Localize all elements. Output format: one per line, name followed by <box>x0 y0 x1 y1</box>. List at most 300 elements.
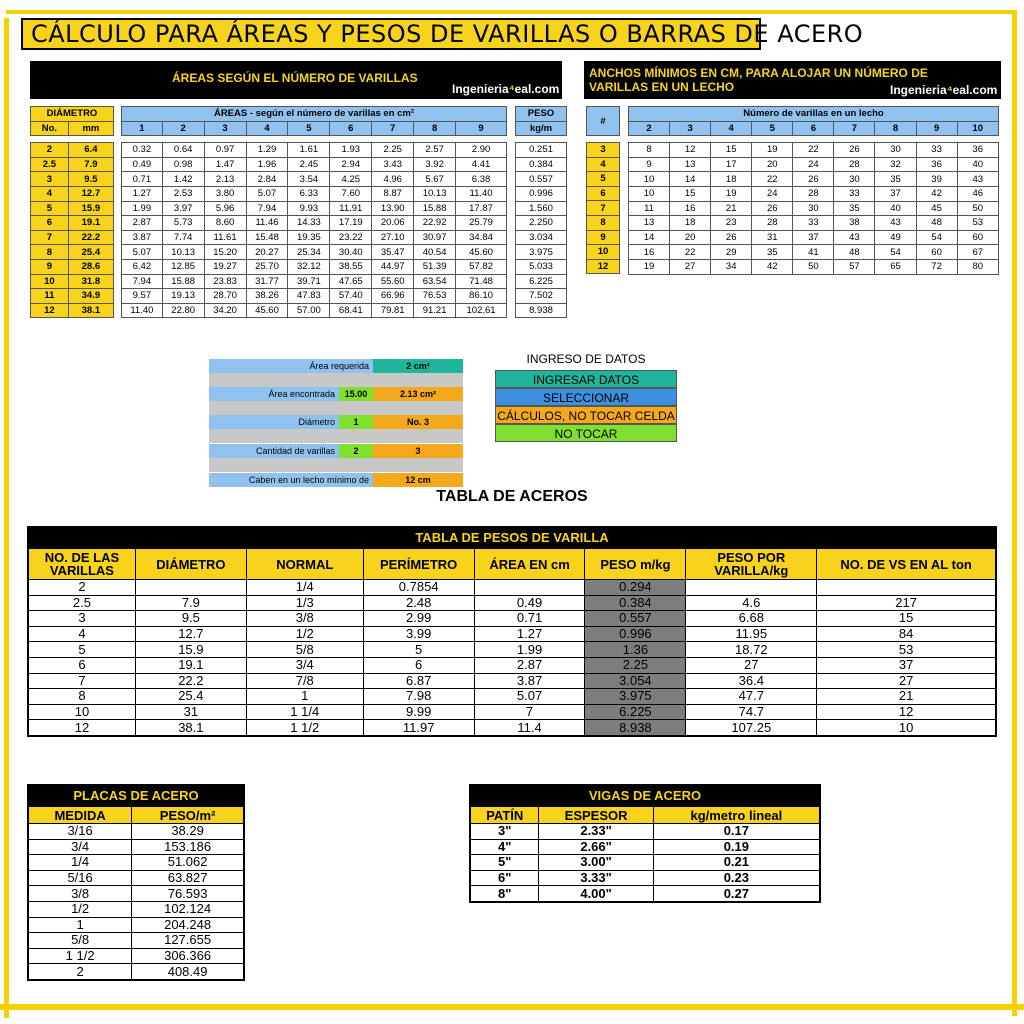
area-cell: 34.20 <box>204 303 246 318</box>
peso-row <box>516 274 567 289</box>
peso-row <box>516 172 567 187</box>
area-cell: 5.67 <box>414 172 456 187</box>
pesos-cell: 6 <box>363 657 474 673</box>
vigas-cell: 3" <box>470 824 539 840</box>
anchos-cell: 31 <box>752 230 793 245</box>
pesos-cell: 22.2 <box>135 673 246 689</box>
pesos-cell: 3/4 <box>246 657 363 673</box>
area-requerida-label: Área requerida <box>209 359 373 373</box>
anchos-cell: 17 <box>711 157 752 172</box>
pesos-col-header: NO. DE VS EN AL ton <box>817 549 996 580</box>
area-cell: 22.92 <box>414 216 456 231</box>
areas-col-header: 5 <box>288 121 330 136</box>
anchos-cell: 22 <box>793 143 834 158</box>
area-cell: 35.47 <box>372 245 414 260</box>
anchos-no-row <box>587 259 620 274</box>
area-cell: 31.77 <box>246 274 288 289</box>
pesos-cell: 12 <box>28 720 135 736</box>
kgm-header: kg/m <box>516 121 567 136</box>
area-cell: 45.60 <box>246 303 288 318</box>
area-cell: 28.70 <box>204 289 246 304</box>
area-cell: 68.41 <box>330 303 372 318</box>
areas-row <box>122 274 507 289</box>
pesos-cell: 36.4 <box>686 673 817 689</box>
pesos-cell: 21 <box>817 689 996 705</box>
peso-row <box>516 289 567 304</box>
area-cell: 7.74 <box>162 230 204 245</box>
areas-row <box>122 172 507 187</box>
anchos-cell: 35 <box>752 245 793 260</box>
pesos-row <box>28 642 996 658</box>
pesos-cell: 5 <box>28 642 135 658</box>
pesos-cell: 3 <box>28 611 135 627</box>
bar-number: 3 <box>31 172 69 187</box>
peso-cell: 1.560 <box>516 201 567 216</box>
vigas-cell: 2.66" <box>539 839 653 855</box>
area-cell: 15.20 <box>204 245 246 260</box>
anchos-bar-number: 6 <box>587 186 620 201</box>
pesos-cell <box>135 580 246 596</box>
pesos-cell: 15.9 <box>135 642 246 658</box>
frame-bottom-border <box>0 1004 1024 1010</box>
anchos-row <box>629 172 999 187</box>
area-cell: 8.87 <box>372 186 414 201</box>
anchos-cell: 9 <box>629 157 670 172</box>
pesos-col-header: NORMAL <box>246 549 363 580</box>
vigas-col-header: kg/metro lineal <box>653 807 820 824</box>
placas-cell: 38.29 <box>132 824 244 840</box>
bar-mm: 22.2 <box>68 230 113 245</box>
pesos-cell: 217 <box>817 595 996 611</box>
peso-table <box>515 106 567 318</box>
area-cell: 3.54 <box>288 172 330 187</box>
peso-cell: 5.033 <box>516 259 567 274</box>
anchos-cell: 40 <box>875 201 916 216</box>
anchos-banner <box>584 61 1001 99</box>
pesos-row <box>28 595 996 611</box>
diametro-a: 1 <box>339 415 373 429</box>
pesos-cell: 7 <box>28 673 135 689</box>
diametro-row <box>31 201 114 216</box>
vigas-cell: 0.23 <box>653 870 820 886</box>
area-cell: 11.46 <box>246 216 288 231</box>
anchos-cell: 43 <box>875 216 916 231</box>
area-cell: 5.73 <box>162 216 204 231</box>
placas-table <box>27 784 245 981</box>
pesos-cell: 7.98 <box>363 689 474 705</box>
area-cell: 0.71 <box>122 172 163 187</box>
pesos-cell: 10 <box>817 720 996 736</box>
anchos-row <box>629 186 999 201</box>
pesos-cell: 0.294 <box>585 580 686 596</box>
area-cell: 11.61 <box>204 230 246 245</box>
bar-number: 5 <box>31 201 69 216</box>
vigas-row <box>470 824 820 840</box>
calculator-panel <box>209 359 463 489</box>
area-cell: 23.83 <box>204 274 246 289</box>
area-cell: 63.54 <box>414 274 456 289</box>
spacer <box>31 136 114 143</box>
anchos-cell: 65 <box>875 259 916 274</box>
anchos-bar-number: 3 <box>587 143 620 158</box>
area-cell: 17.19 <box>330 216 372 231</box>
placas-row <box>28 855 244 871</box>
vigas-cell: 0.19 <box>653 839 820 855</box>
placas-cell: 3/16 <box>28 824 132 840</box>
pesos-cell: 4.6 <box>686 595 817 611</box>
peso-cell: 8.938 <box>516 303 567 318</box>
bar-mm: 28.6 <box>68 259 113 274</box>
pesos-cell: 2.5 <box>28 595 135 611</box>
area-cell: 0.98 <box>162 157 204 172</box>
pesos-cell: 0.7854 <box>363 580 474 596</box>
area-cell: 6.38 <box>456 172 507 187</box>
anchos-row <box>629 201 999 216</box>
area-cell: 15.48 <box>246 230 288 245</box>
anchos-no-row <box>587 230 620 245</box>
areas-col-header: 3 <box>204 121 246 136</box>
diametro-label: Diámetro <box>209 415 339 429</box>
tabla-aceros-title: TABLA DE ACEROS <box>436 488 588 505</box>
diametro-row <box>31 216 114 231</box>
pesos-row <box>28 720 996 736</box>
anchos-cell: 35 <box>875 172 916 187</box>
bar-number: 7 <box>31 230 69 245</box>
pesos-cell: 3/8 <box>246 611 363 627</box>
area-cell: 6.33 <box>288 186 330 201</box>
anchos-cell: 19 <box>752 143 793 158</box>
anchos-no-row <box>587 172 620 187</box>
peso-cell: 0.557 <box>516 172 567 187</box>
area-cell: 3.97 <box>162 201 204 216</box>
area-cell: 8.60 <box>204 216 246 231</box>
pesos-row <box>28 704 996 720</box>
pesos-cell: 107.25 <box>686 720 817 736</box>
pesos-cell: 12.7 <box>135 626 246 642</box>
peso-cell: 7.502 <box>516 289 567 304</box>
placas-cell: 3/4 <box>28 839 132 855</box>
area-cell: 0.49 <box>122 157 163 172</box>
anchos-cell: 29 <box>711 245 752 260</box>
area-cell: 1.27 <box>122 186 163 201</box>
placas-row <box>28 839 244 855</box>
area-cell: 25.79 <box>456 216 507 231</box>
placas-cell: 1/2 <box>28 901 132 917</box>
anchos-cell: 57 <box>834 259 875 274</box>
placas-cell: 76.593 <box>132 886 244 902</box>
calc-separator <box>209 401 463 415</box>
brand-logo: Ingenieria⁴eal.com <box>452 82 560 96</box>
areas-col-header: 8 <box>414 121 456 136</box>
pesos-cell <box>474 580 585 596</box>
area-cell: 0.97 <box>204 143 246 158</box>
peso-cell: 0.996 <box>516 186 567 201</box>
placas-cell: 3/8 <box>28 886 132 902</box>
spacer <box>516 136 567 143</box>
vigas-table <box>469 784 821 903</box>
areas-col-header: 9 <box>456 121 507 136</box>
pesos-cell: 2.99 <box>363 611 474 627</box>
vigas-col-header: PATÍN <box>470 807 539 824</box>
anchos-cell: 42 <box>916 186 957 201</box>
pesos-cell: 15 <box>817 611 996 627</box>
anchos-row <box>629 143 999 158</box>
diametro-row <box>31 259 114 274</box>
pesos-cell <box>686 580 817 596</box>
diametro-row <box>31 289 114 304</box>
area-cell: 57.00 <box>288 303 330 318</box>
pesos-cell: 1.36 <box>585 642 686 658</box>
areas-row <box>122 143 507 158</box>
area-cell: 7.94 <box>246 201 288 216</box>
anchos-bar-number: 5 <box>587 172 620 187</box>
area-cell: 11.91 <box>330 201 372 216</box>
pesos-cell: 53 <box>817 642 996 658</box>
anchos-cell: 15 <box>670 186 711 201</box>
anchos-no-row <box>587 201 620 216</box>
anchos-cell: 16 <box>629 245 670 260</box>
peso-row <box>516 186 567 201</box>
peso-cell: 0.384 <box>516 157 567 172</box>
pesos-cell: 31 <box>135 704 246 720</box>
area-cell: 3.43 <box>372 157 414 172</box>
frame-left-border <box>4 18 9 1018</box>
pesos-row <box>28 626 996 642</box>
pesos-cell: 84 <box>817 626 996 642</box>
diametro-row <box>31 230 114 245</box>
anchos-cell: 42 <box>752 259 793 274</box>
pesos-cell: 0.71 <box>474 611 585 627</box>
pesos-cell: 10 <box>28 704 135 720</box>
vigas-cell: 4.00" <box>539 886 653 902</box>
bar-number: 11 <box>31 289 69 304</box>
area-cell: 23.22 <box>330 230 372 245</box>
area-cell: 2.53 <box>162 186 204 201</box>
anchos-col-header: 4 <box>711 121 752 136</box>
area-cell: 76.53 <box>414 289 456 304</box>
anchos-cell: 43 <box>834 230 875 245</box>
anchos-cell: 60 <box>916 245 957 260</box>
bar-mm: 25.4 <box>68 245 113 260</box>
areas-row <box>122 259 507 274</box>
area-cell: 5.96 <box>204 201 246 216</box>
area-cell: 4.96 <box>372 172 414 187</box>
area-cell: 34.84 <box>456 230 507 245</box>
diametro-row <box>31 186 114 201</box>
mm-header: mm <box>68 121 113 136</box>
area-cell: 15.88 <box>414 201 456 216</box>
peso-row <box>516 259 567 274</box>
anchos-banner-line2: VARILLAS EN UN LECHO <box>589 80 735 94</box>
legend-no-tocar: NO TOCAR <box>495 424 677 442</box>
pesos-cell: 1 1/4 <box>246 704 363 720</box>
anchos-cell: 8 <box>629 143 670 158</box>
anchos-cell: 23 <box>711 216 752 231</box>
vigas-cell: 6" <box>470 870 539 886</box>
placas-cell: 1 <box>28 917 132 933</box>
area-cell: 5.07 <box>246 186 288 201</box>
area-encontrada-b: 2.13 cm² <box>373 387 463 401</box>
pesos-cell: 2.87 <box>474 657 585 673</box>
spacer <box>629 136 999 143</box>
area-cell: 102.61 <box>456 303 507 318</box>
anchos-cell: 11 <box>629 201 670 216</box>
area-cell: 55.60 <box>372 274 414 289</box>
anchos-bar-number: 12 <box>587 259 620 274</box>
anchos-col-header: 5 <box>752 121 793 136</box>
area-cell: 15.88 <box>162 274 204 289</box>
vigas-row <box>470 855 820 871</box>
pesos-cell: 6.87 <box>363 673 474 689</box>
placas-cell: 153.186 <box>132 839 244 855</box>
vigas-cell: 4" <box>470 839 539 855</box>
pesos-cell: 5.07 <box>474 689 585 705</box>
pesos-cell: 8.938 <box>585 720 686 736</box>
area-cell: 19.35 <box>288 230 330 245</box>
anchos-cell: 48 <box>916 216 957 231</box>
anchos-cell: 50 <box>793 259 834 274</box>
anchos-col-header: 9 <box>916 121 957 136</box>
placas-cell: 127.655 <box>132 933 244 949</box>
area-cell: 38.55 <box>330 259 372 274</box>
bar-number: 10 <box>31 274 69 289</box>
vigas-row <box>470 886 820 902</box>
vigas-cell: 8" <box>470 886 539 902</box>
pesos-cell: 11.95 <box>686 626 817 642</box>
peso-row <box>516 157 567 172</box>
anchos-cell: 43 <box>957 172 998 187</box>
pesos-cell: 4 <box>28 626 135 642</box>
area-cell: 7.60 <box>330 186 372 201</box>
anchos-cell: 49 <box>875 230 916 245</box>
area-cell: 1.47 <box>204 157 246 172</box>
anchos-cell: 53 <box>957 216 998 231</box>
anchos-cell: 38 <box>834 216 875 231</box>
anchos-cell: 10 <box>629 186 670 201</box>
calc-separator <box>209 373 463 387</box>
vigas-row <box>470 870 820 886</box>
placas-cell: 204.248 <box>132 917 244 933</box>
anchos-cell: 36 <box>916 157 957 172</box>
pesos-cell: 7/8 <box>246 673 363 689</box>
area-cell: 39.71 <box>288 274 330 289</box>
placas-col-header: MEDIDA <box>28 807 132 824</box>
areas-banner <box>30 61 562 99</box>
anchos-cell: 18 <box>670 216 711 231</box>
area-cell: 2.87 <box>122 216 163 231</box>
pesos-row <box>28 657 996 673</box>
area-cell: 13.90 <box>372 201 414 216</box>
area-cell: 86.10 <box>456 289 507 304</box>
anchos-cell: 14 <box>629 230 670 245</box>
vigas-col-header: ESPESOR <box>539 807 653 824</box>
vigas-cell: 0.27 <box>653 886 820 902</box>
anchos-row <box>629 216 999 231</box>
areas-table <box>121 106 507 318</box>
areas-col-header: 2 <box>162 121 204 136</box>
areas-row <box>122 303 507 318</box>
spacer <box>587 136 620 143</box>
anchos-cell: 28 <box>752 216 793 231</box>
anchos-cell: 80 <box>957 259 998 274</box>
anchos-bar-number: 7 <box>587 201 620 216</box>
bar-number: 6 <box>31 216 69 231</box>
area-cell: 10.13 <box>162 245 204 260</box>
pesos-cell: 74.7 <box>686 704 817 720</box>
area-cell: 14.33 <box>288 216 330 231</box>
placas-row <box>28 886 244 902</box>
calc-separator <box>209 458 463 472</box>
hash-header: # <box>587 107 620 136</box>
anchos-cell: 20 <box>670 230 711 245</box>
pesos-cell: 5/8 <box>246 642 363 658</box>
cantidad-a: 2 <box>339 444 373 458</box>
anchos-banner-line1: ANCHOS MÍNIMOS EN CM, PARA ALOJAR UN NÚMERO DE <box>589 66 928 80</box>
area-cell: 47.83 <box>288 289 330 304</box>
area-cell: 79.81 <box>372 303 414 318</box>
area-cell: 1.61 <box>288 143 330 158</box>
anchos-cell: 20 <box>752 157 793 172</box>
anchos-cell: 12 <box>670 143 711 158</box>
area-cell: 2.90 <box>456 143 507 158</box>
anchos-cell: 14 <box>670 172 711 187</box>
calc-separator <box>209 429 463 443</box>
no-header: No. <box>31 121 69 136</box>
anchos-no-row <box>587 215 620 230</box>
anchos-cell: 18 <box>711 172 752 187</box>
area-cell: 20.27 <box>246 245 288 260</box>
area-cell: 11.40 <box>456 186 507 201</box>
peso-cell: 6.225 <box>516 274 567 289</box>
pesos-col-header: PESO POR VARILLA/kg <box>686 549 817 580</box>
bar-number: 4 <box>31 186 69 201</box>
anchos-cell: 21 <box>711 201 752 216</box>
areas-col-header: 7 <box>372 121 414 136</box>
placas-cell: 5/16 <box>28 870 132 886</box>
diametro-row <box>31 274 114 289</box>
pesos-row <box>28 673 996 689</box>
pesos-cell: 2.48 <box>363 595 474 611</box>
area-requerida-input[interactable]: 2 cm² <box>373 359 463 373</box>
area-cell: 9.57 <box>122 289 163 304</box>
anchos-cell: 15 <box>711 143 752 158</box>
main-title: CÁLCULO PARA ÁREAS Y PESOS DE VARILLAS O BARRAS DE ACERO <box>21 18 761 50</box>
pesos-cell: 3.99 <box>363 626 474 642</box>
anchos-no-row <box>587 186 620 201</box>
pesos-cell: 11.97 <box>363 720 474 736</box>
placas-row <box>28 824 244 840</box>
pesos-cell: 7.9 <box>135 595 246 611</box>
anchos-cell: 24 <box>793 157 834 172</box>
anchos-cell: 48 <box>834 245 875 260</box>
pesos-cell: 1 <box>246 689 363 705</box>
anchos-col-header: 3 <box>670 121 711 136</box>
area-cell: 3.80 <box>204 186 246 201</box>
anchos-col-header: 2 <box>629 121 670 136</box>
anchos-cell: 30 <box>875 143 916 158</box>
anchos-cell: 28 <box>834 157 875 172</box>
pesos-cell: 3.975 <box>585 689 686 705</box>
anchos-cell: 30 <box>834 172 875 187</box>
anchos-cell: 45 <box>916 201 957 216</box>
placas-cell: 2 <box>28 964 132 980</box>
area-cell: 3.87 <box>122 230 163 245</box>
bar-mm: 38.1 <box>68 303 113 318</box>
area-cell: 1.96 <box>246 157 288 172</box>
pesos-cell: 1.99 <box>474 642 585 658</box>
area-cell: 2.94 <box>330 157 372 172</box>
bar-number: 2.5 <box>31 157 69 172</box>
